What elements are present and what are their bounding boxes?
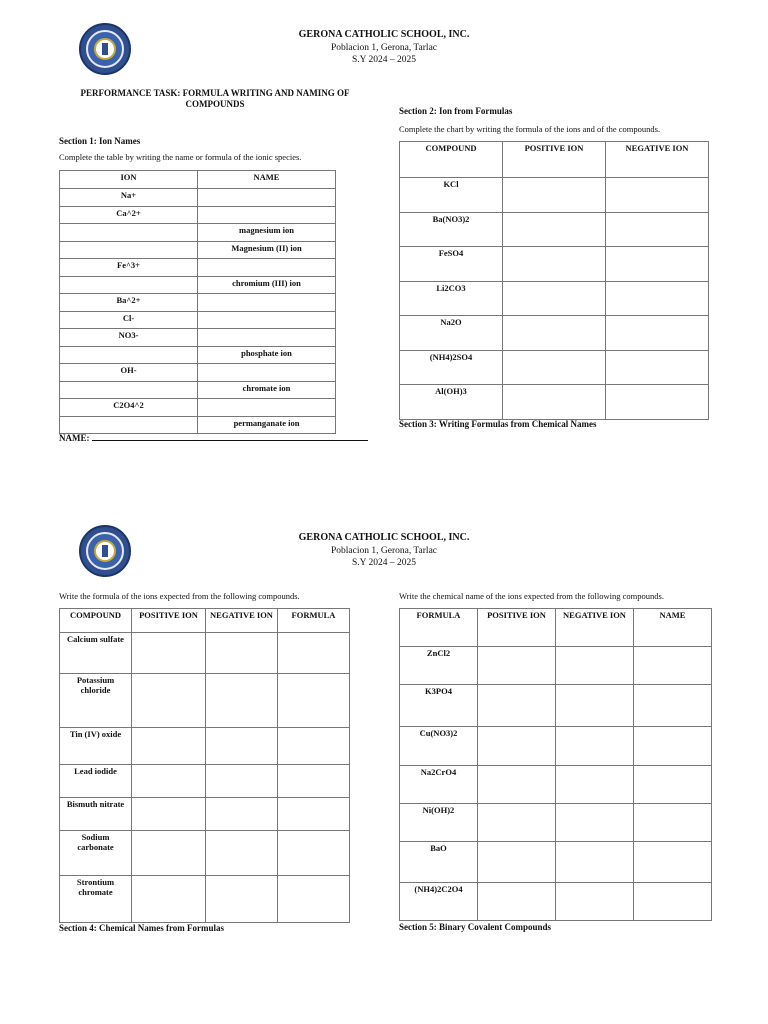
ion-cell: Ba^2+ xyxy=(60,294,198,312)
negative-ion-cell[interactable] xyxy=(206,765,278,798)
negative-ion-cell[interactable] xyxy=(606,178,709,213)
section4-title: Section 4: Chemical Names from Formulas xyxy=(59,923,225,933)
negative-ion-cell[interactable] xyxy=(606,350,709,385)
table-row xyxy=(60,294,336,312)
compound-cell: Lead iodide xyxy=(60,765,132,798)
table-row xyxy=(60,241,336,259)
positive-ion-cell[interactable] xyxy=(132,633,206,674)
compound-cell: Tin (IV) oxide xyxy=(60,728,132,765)
section4-instruction: Write the chemical name of the ions expected from the following compounds. xyxy=(399,591,664,601)
compound-cell: FeSO4 xyxy=(400,247,503,282)
column-header: FORMULA xyxy=(278,609,350,633)
ion-cell: NO3- xyxy=(60,329,198,347)
ion-cell: Ca^2+ xyxy=(60,206,198,224)
formula-cell[interactable] xyxy=(278,728,350,765)
ion-cell[interactable] xyxy=(60,241,198,259)
school-year: S.Y 2024 – 2025 xyxy=(351,55,417,65)
ion-cell[interactable] xyxy=(60,276,198,294)
school-year-page2: S.Y 2024 – 2025 xyxy=(351,558,417,568)
negative-ion-cell[interactable] xyxy=(206,798,278,831)
column-header: POSITIVE ION xyxy=(503,142,606,178)
positive-ion-cell[interactable] xyxy=(132,831,206,876)
name-blank-line[interactable] xyxy=(92,432,368,441)
positive-ion-cell[interactable] xyxy=(503,385,606,420)
name-cell[interactable] xyxy=(634,727,712,766)
table-row xyxy=(60,189,336,207)
formula-cell[interactable] xyxy=(278,831,350,876)
column-header: COMPOUND xyxy=(60,609,132,633)
table-row xyxy=(60,364,336,382)
table-row xyxy=(400,281,709,316)
section5-title: Section 5: Binary Covalent Compounds xyxy=(399,922,552,932)
ions-from-formulas-table xyxy=(399,141,709,420)
compound-cell: Ba(NO3)2 xyxy=(400,212,503,247)
name-cell: phosphate ion xyxy=(198,346,336,364)
negative-ion-cell[interactable] xyxy=(556,727,634,766)
ion-cell: OH- xyxy=(60,364,198,382)
compound-cell: Strontium chromate xyxy=(60,876,132,923)
negative-ion-cell[interactable] xyxy=(556,842,634,883)
column-header: POSITIVE ION xyxy=(132,609,206,633)
table-row xyxy=(60,416,336,434)
table-row xyxy=(60,311,336,329)
ion-cell: Fe^3+ xyxy=(60,259,198,277)
name-cell[interactable] xyxy=(198,364,336,382)
compound-cell: Bismuth nitrate xyxy=(60,798,132,831)
table-row xyxy=(400,883,712,921)
name-cell[interactable] xyxy=(634,883,712,921)
school-name: GERONA CATHOLIC SCHOOL, INC. xyxy=(298,29,470,40)
table-row xyxy=(400,727,712,766)
table-row xyxy=(60,206,336,224)
page1-header xyxy=(0,29,768,67)
column-header: NEGATIVE ION xyxy=(556,609,634,647)
name-cell[interactable] xyxy=(198,311,336,329)
positive-ion-cell[interactable] xyxy=(478,727,556,766)
formula-cell[interactable] xyxy=(278,674,350,728)
table-row xyxy=(60,346,336,364)
name-cell: chromate ion xyxy=(198,381,336,399)
table-row xyxy=(60,831,350,876)
name-cell[interactable] xyxy=(634,804,712,842)
table-row xyxy=(400,804,712,842)
table-row xyxy=(400,316,709,351)
column-header: ION xyxy=(60,171,198,189)
name-cell[interactable] xyxy=(634,842,712,883)
name-cell: Magnesium (II) ion xyxy=(198,241,336,259)
formulas-from-names-table xyxy=(59,608,350,923)
table-row xyxy=(60,765,350,798)
negative-ion-cell[interactable] xyxy=(606,212,709,247)
ion-cell[interactable] xyxy=(60,346,198,364)
table-row xyxy=(400,647,712,685)
ion-cell[interactable] xyxy=(60,416,198,434)
table-header-row xyxy=(60,609,350,633)
negative-ion-cell[interactable] xyxy=(206,728,278,765)
formula-cell: BaO xyxy=(400,842,478,883)
negative-ion-cell[interactable] xyxy=(606,281,709,316)
compound-cell: Al(OH)3 xyxy=(400,385,503,420)
compound-cell: Sodium carbonate xyxy=(60,831,132,876)
negative-ion-cell[interactable] xyxy=(206,633,278,674)
name-cell[interactable] xyxy=(198,259,336,277)
ion-cell[interactable] xyxy=(60,381,198,399)
table-row xyxy=(400,350,709,385)
column-header: NAME xyxy=(198,171,336,189)
formula-cell: Cu(NO3)2 xyxy=(400,727,478,766)
negative-ion-cell[interactable] xyxy=(556,766,634,804)
school-address-page2: Poblacion 1, Gerona, Tarlac xyxy=(331,545,437,556)
formula-cell[interactable] xyxy=(278,798,350,831)
positive-ion-cell[interactable] xyxy=(503,247,606,282)
section3-title: Section 3: Writing Formulas from Chemical Names xyxy=(399,419,597,429)
formula-cell[interactable] xyxy=(278,633,350,674)
positive-ion-cell[interactable] xyxy=(478,883,556,921)
formula-cell[interactable] xyxy=(278,765,350,798)
positive-ion-cell[interactable] xyxy=(478,766,556,804)
positive-ion-cell[interactable] xyxy=(503,316,606,351)
name-cell[interactable] xyxy=(198,189,336,207)
negative-ion-cell[interactable] xyxy=(206,674,278,728)
positive-ion-cell[interactable] xyxy=(132,674,206,728)
positive-ion-cell[interactable] xyxy=(503,178,606,213)
formula-cell: ZnCl2 xyxy=(400,647,478,685)
positive-ion-cell[interactable] xyxy=(503,212,606,247)
negative-ion-cell[interactable] xyxy=(556,685,634,727)
column-header: NEGATIVE ION xyxy=(606,142,709,178)
table-row xyxy=(400,212,709,247)
column-header: NAME xyxy=(634,609,712,647)
table-header-row xyxy=(400,609,712,647)
table-row xyxy=(400,685,712,727)
table-row xyxy=(400,247,709,282)
names-from-formulas-table xyxy=(399,608,712,921)
section1-title: Section 1: Ion Names xyxy=(59,136,141,146)
table-row xyxy=(60,798,350,831)
name-cell[interactable] xyxy=(634,647,712,685)
negative-ion-cell[interactable] xyxy=(556,883,634,921)
negative-ion-cell[interactable] xyxy=(606,247,709,282)
positive-ion-cell[interactable] xyxy=(478,842,556,883)
negative-ion-cell[interactable] xyxy=(206,876,278,923)
formula-cell: Na2CrO4 xyxy=(400,766,478,804)
negative-ion-cell[interactable] xyxy=(206,831,278,876)
table-row xyxy=(400,178,709,213)
formula-cell: (NH4)2C2O4 xyxy=(400,883,478,921)
table-row xyxy=(60,633,350,674)
compound-cell: Li2CO3 xyxy=(400,281,503,316)
table-row xyxy=(60,329,336,347)
positive-ion-cell[interactable] xyxy=(478,647,556,685)
task-title: PERFORMANCE TASK: FORMULA WRITING AND NAMING OF COMPOUNDS xyxy=(80,88,350,109)
table-row xyxy=(400,766,712,804)
positive-ion-cell[interactable] xyxy=(132,876,206,923)
table-header-row xyxy=(60,171,336,189)
name-cell: chromium (III) ion xyxy=(198,276,336,294)
positive-ion-cell[interactable] xyxy=(132,798,206,831)
positive-ion-cell[interactable] xyxy=(132,765,206,798)
section2-instruction: Complete the chart by writing the formula of the ions and of the compounds. xyxy=(399,124,661,134)
compound-cell: Calcium sulfate xyxy=(60,633,132,674)
section1-instruction: Complete the table by writing the name or formula of the ionic species. xyxy=(59,152,302,162)
ion-cell: Cl- xyxy=(60,311,198,329)
formula-cell: K3PO4 xyxy=(400,685,478,727)
negative-ion-cell[interactable] xyxy=(606,385,709,420)
column-header: COMPOUND xyxy=(400,142,503,178)
formula-cell[interactable] xyxy=(278,876,350,923)
negative-ion-cell[interactable] xyxy=(606,316,709,351)
table-row xyxy=(60,224,336,242)
student-name-field[interactable] xyxy=(59,432,368,443)
table-header-row xyxy=(400,142,709,178)
positive-ion-cell[interactable] xyxy=(503,281,606,316)
positive-ion-cell[interactable] xyxy=(503,350,606,385)
positive-ion-cell[interactable] xyxy=(478,804,556,842)
school-address: Poblacion 1, Gerona, Tarlac xyxy=(331,42,437,53)
positive-ion-cell[interactable] xyxy=(478,685,556,727)
name-cell[interactable] xyxy=(198,329,336,347)
name-cell[interactable] xyxy=(198,399,336,417)
table-row xyxy=(60,876,350,923)
compound-cell: KCl xyxy=(400,178,503,213)
negative-ion-cell[interactable] xyxy=(556,804,634,842)
table-row xyxy=(60,381,336,399)
name-cell: magnesium ion xyxy=(198,224,336,242)
formula-cell: Ni(OH)2 xyxy=(400,804,478,842)
table-row xyxy=(60,259,336,277)
column-header: FORMULA xyxy=(400,609,478,647)
section2-title: Section 2: Ion from Formulas xyxy=(399,106,513,116)
table-row xyxy=(400,842,712,883)
section3-instruction: Write the formula of the ions expected from the following compounds. xyxy=(59,591,300,601)
name-cell: permanganate ion xyxy=(198,416,336,434)
compound-cell: (NH4)2SO4 xyxy=(400,350,503,385)
table-row xyxy=(400,385,709,420)
table-row xyxy=(60,276,336,294)
column-header: NEGATIVE ION xyxy=(206,609,278,633)
school-name-page2: GERONA CATHOLIC SCHOOL, INC. xyxy=(298,532,470,543)
name-cell[interactable] xyxy=(634,766,712,804)
table-row xyxy=(60,674,350,728)
table-row xyxy=(60,399,336,417)
name-cell[interactable] xyxy=(198,294,336,312)
name-cell[interactable] xyxy=(198,206,336,224)
compound-cell: Potassium chloride xyxy=(60,674,132,728)
negative-ion-cell[interactable] xyxy=(556,647,634,685)
ion-cell[interactable] xyxy=(60,224,198,242)
table-row xyxy=(60,728,350,765)
page2-header xyxy=(0,532,768,570)
column-header: POSITIVE ION xyxy=(478,609,556,647)
compound-cell: Na2O xyxy=(400,316,503,351)
ion-cell: Na+ xyxy=(60,189,198,207)
ion-names-table xyxy=(59,170,336,434)
name-cell[interactable] xyxy=(634,685,712,727)
ion-cell: C2O4^2 xyxy=(60,399,198,417)
name-label: NAME: xyxy=(59,433,90,443)
positive-ion-cell[interactable] xyxy=(132,728,206,765)
